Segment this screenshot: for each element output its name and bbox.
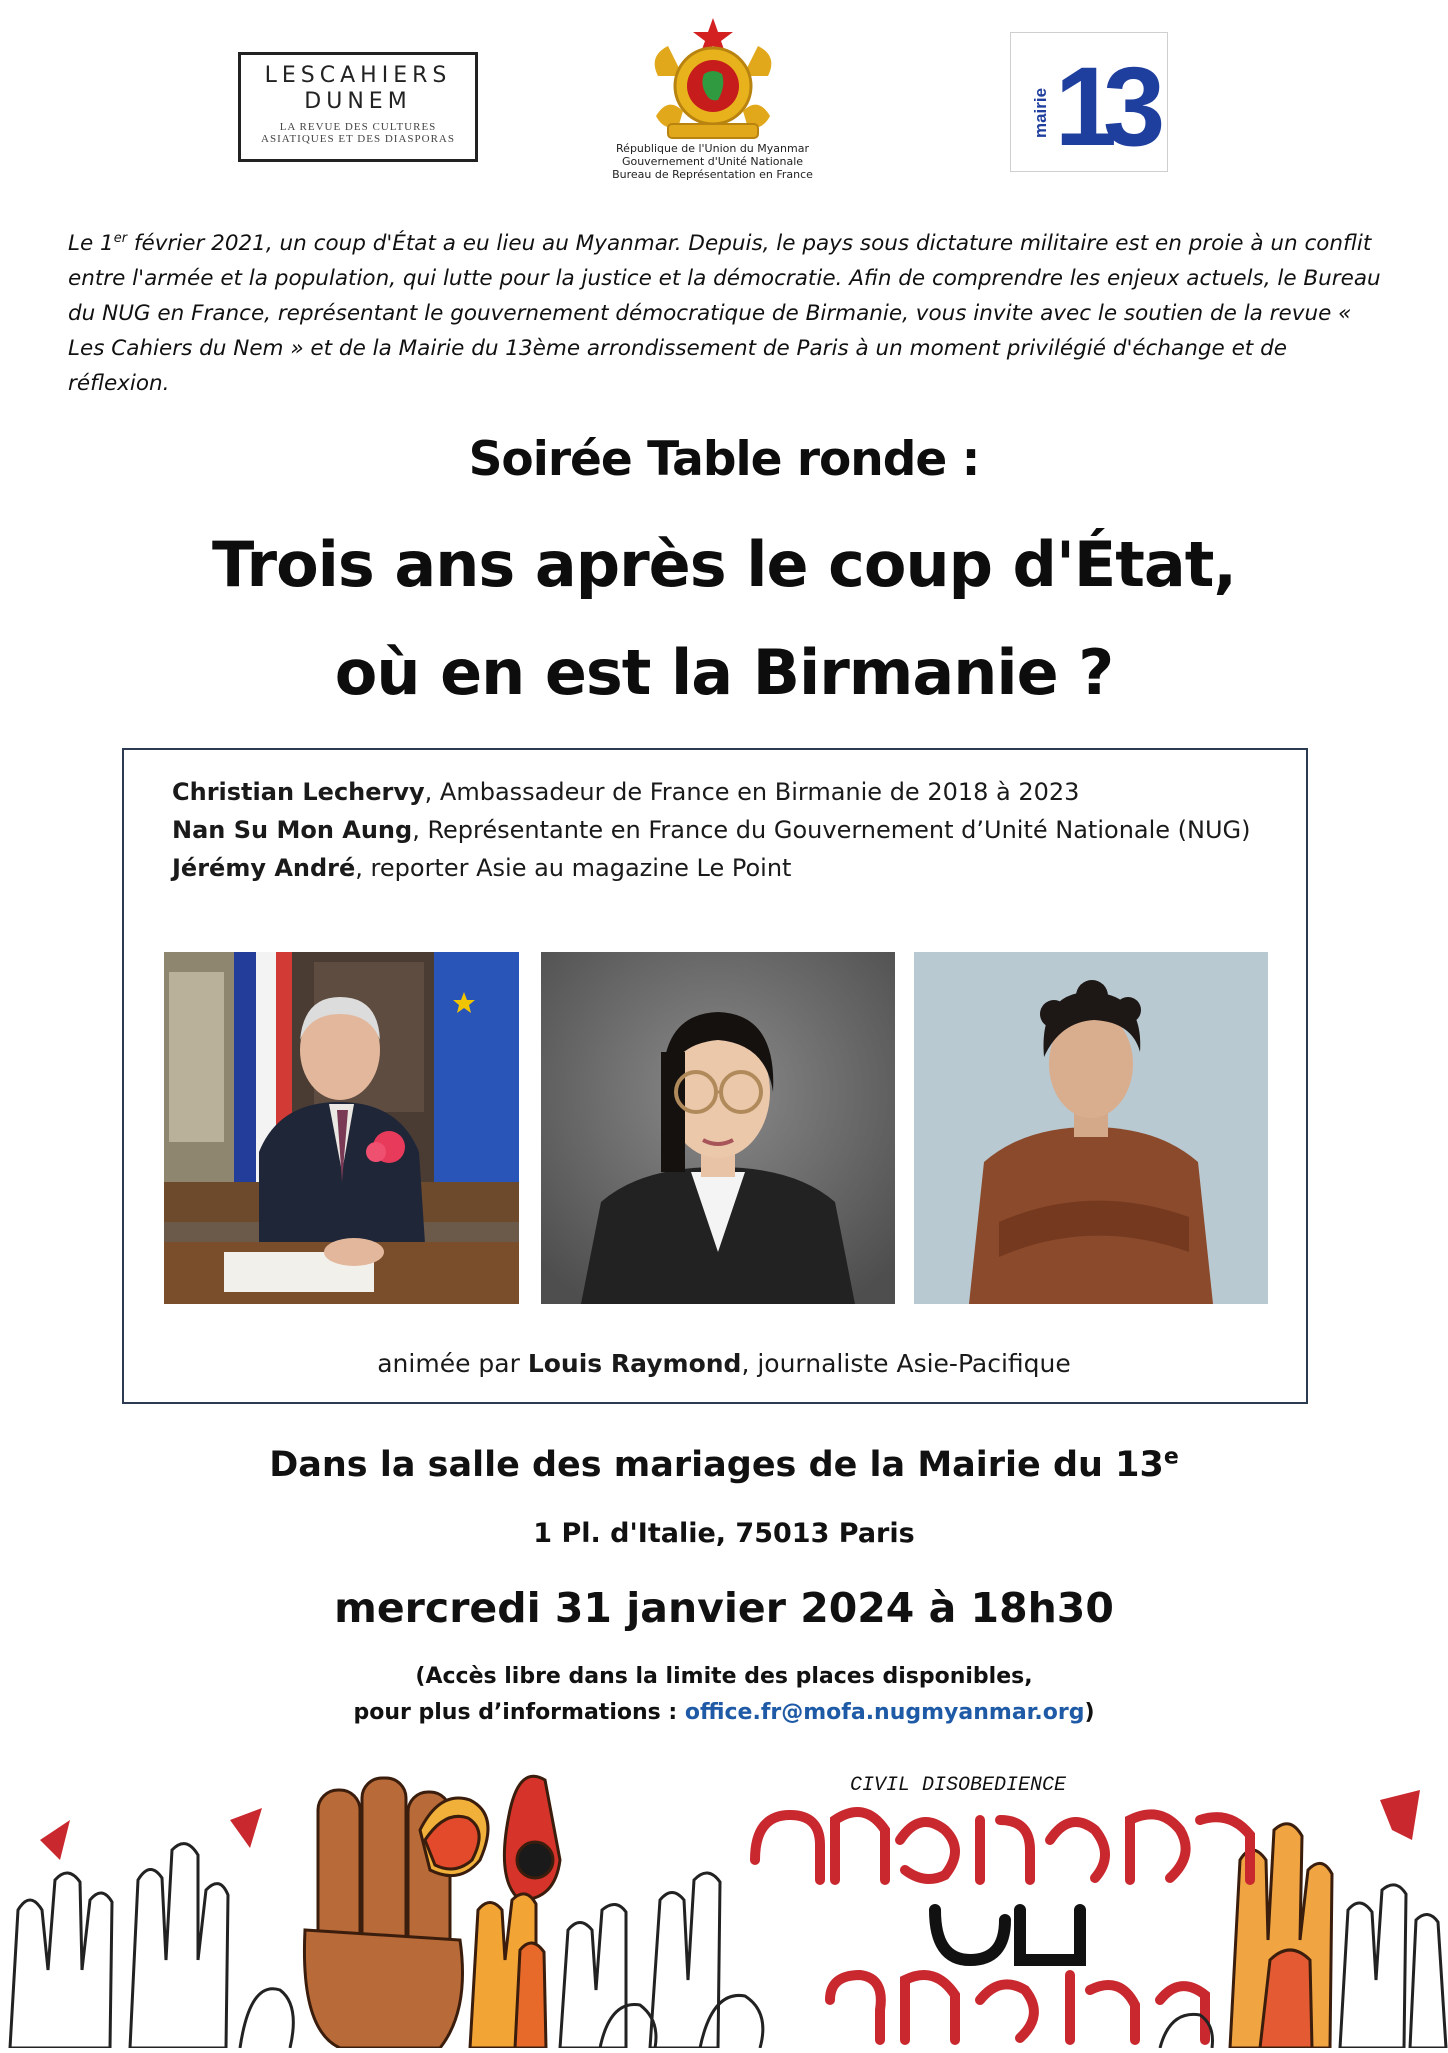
event-title-line3: où en est la Birmanie ? bbox=[334, 636, 1114, 709]
event-title-line2: Trois ans après le coup d'État, bbox=[212, 528, 1236, 601]
moderator-suffix: , journaliste Asie-Pacifique bbox=[741, 1349, 1071, 1378]
speaker-role: , reporter Asie au magazine Le Point bbox=[355, 854, 792, 882]
moderator-prefix: animée par bbox=[377, 1349, 528, 1378]
intro-part1: Le 1 bbox=[68, 231, 114, 256]
access-note-line2 bbox=[0, 1696, 1448, 1730]
moderator-name: Louis Raymond bbox=[527, 1349, 742, 1378]
mairie-13-mark-icon bbox=[1011, 33, 1167, 171]
speaker-line bbox=[172, 813, 1251, 847]
speaker-role: , Représentante en France du Gouvernement d’Unité Nationale (NUG) bbox=[412, 816, 1251, 844]
nug-caption-line1: République de l'Union du Myanmar bbox=[616, 142, 809, 155]
myanmar-emblem-icon bbox=[638, 16, 788, 142]
cahiers-logo-subline1: LA REVUE DES CULTURES bbox=[279, 121, 437, 133]
speaker-photo-nan-su-mon-aung bbox=[541, 952, 895, 1304]
event-venue bbox=[0, 1440, 1448, 1490]
speaker-line bbox=[172, 775, 1079, 809]
speaker-name: Jérémy André bbox=[172, 854, 356, 882]
mairie-number: 13 bbox=[1054, 44, 1152, 169]
nug-emblem-logo bbox=[610, 16, 815, 188]
nug-caption-line3: Bureau de Représentation en France bbox=[612, 168, 813, 181]
access-note-prefix: pour plus d’informations : bbox=[353, 1700, 685, 1725]
mairie-13-logo bbox=[1010, 32, 1168, 172]
intro-superscript: er bbox=[113, 230, 128, 246]
speaker-name: Christian Lechervy bbox=[172, 778, 425, 806]
cahiers-logo-subline2: ASIATIQUES ET DES DIASPORAS bbox=[261, 133, 455, 145]
civil-disobedience-tag: CIVIL DISOBEDIENCE bbox=[850, 1774, 1067, 1797]
speaker-photo-lechervy bbox=[164, 952, 519, 1304]
event-date: mercredi 31 janvier 2024 à 18h30 bbox=[334, 1584, 1114, 1632]
event-address: 1 Pl. d'Italie, 75013 Paris bbox=[533, 1518, 915, 1549]
speaker-line bbox=[172, 851, 791, 885]
cahiers-logo-line2: DUNEM bbox=[304, 89, 412, 114]
cahiers-logo-line1: LESCAHIERS bbox=[264, 63, 452, 88]
mairie-word: mairie bbox=[1031, 87, 1050, 139]
speaker-photo-jeremy-andre bbox=[914, 952, 1268, 1304]
intro-paragraph bbox=[68, 226, 1386, 401]
civil-disobedience-artwork bbox=[0, 1760, 1448, 2048]
access-note-line1: (Accès libre dans la limite des places disponibles, bbox=[415, 1664, 1033, 1689]
nug-caption-line2: Gouvernement d'Unité Nationale bbox=[621, 155, 804, 168]
speaker-name: Nan Su Mon Aung bbox=[172, 816, 413, 844]
intro-part2: février 2021, un coup d'État a eu lieu au Myanmar. Depuis, le pays sous dictature militaire est en proie à un conflit entre l'armée et la population, qui lutte pour la justice et la démocratie. Afin de comprendre les enjeux actuels, le Bureau du NUG en France, représentant le gouvernement démocratique de Birmanie, vous invite avec le soutien de la revue « Les Cahiers du Nem » et de la Mairie du 13ème arrondissement de Paris à un moment privilégié d'échange et de réflexion. bbox=[68, 231, 1381, 396]
cahiers-du-nem-logo bbox=[238, 52, 478, 162]
moderator-line bbox=[0, 1346, 1448, 1382]
contact-email-link[interactable]: office.fr@mofa.nugmyanmar.org bbox=[684, 1700, 1085, 1725]
venue-superscript: e bbox=[1163, 1444, 1179, 1470]
event-title-line1: Soirée Table ronde : bbox=[468, 432, 980, 487]
speaker-role: , Ambassadeur de France en Birmanie de 2018 à 2023 bbox=[424, 778, 1080, 806]
venue-text: Dans la salle des mariages de la Mairie du 13 bbox=[269, 1445, 1164, 1485]
access-note-suffix: ) bbox=[1084, 1700, 1095, 1725]
